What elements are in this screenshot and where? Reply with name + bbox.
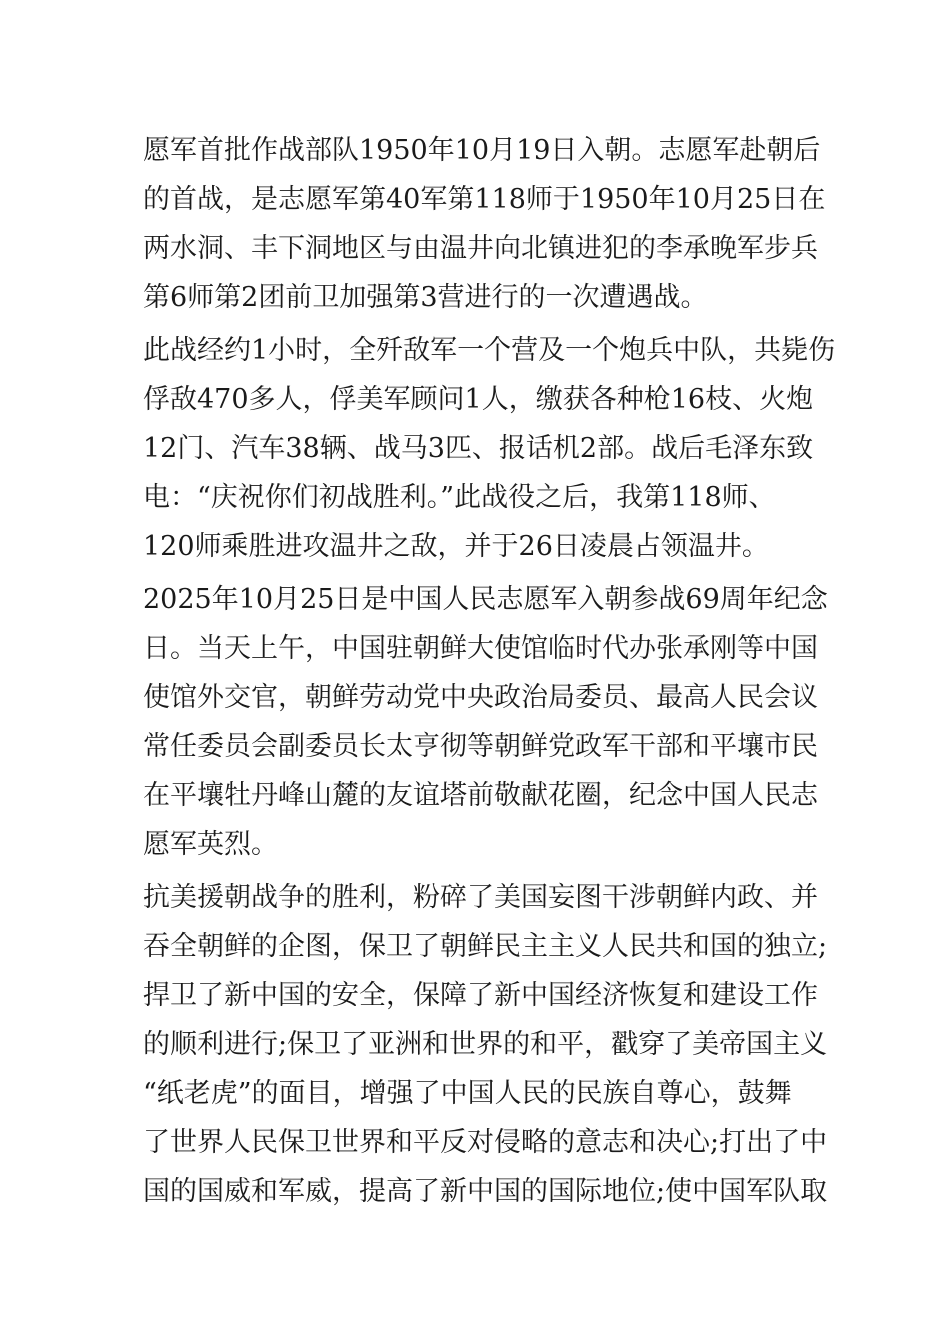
text-line: 2025年10月25日是中国人民志愿军入朝参战69周年纪念: [143, 584, 828, 615]
text-line: 两水洞、丰下洞地区与由温井向北镇进犯的李承晚军步兵: [143, 233, 818, 264]
text-line: 俘敌470多人，俘美军顾问1人，缴获各种枪16枝、火炮: [143, 384, 814, 415]
text-line: 电：“庆祝你们初战胜利。”此战役之后，我第118师、: [143, 482, 776, 513]
text-line: “纸老虎”的面目，增强了中国人民的民族自尊心，鼓舞: [143, 1078, 792, 1109]
text-line: 国的国威和军威，提高了新中国的国际地位;使中国军队取: [143, 1176, 828, 1207]
text-line: 120师乘胜进攻温井之敌，并于26日凌晨占领温井。: [143, 531, 769, 562]
text-line: 的首战，是志愿军第40军第118师于1950年10月25日在: [143, 184, 826, 215]
text-line: 捍卫了新中国的安全，保障了新中国经济恢复和建设工作: [143, 980, 818, 1011]
text-line: 12门、汽车38辆、战马3匹、报话机2部。战后毛泽东致: [143, 433, 814, 464]
text-line: 使馆外交官，朝鲜劳动党中央政治局委员、最高人民会议: [143, 682, 818, 713]
text-line: 第6师第2团前卫加强第3营进行的一次遭遇战。: [143, 282, 708, 313]
text-line: 愿军英烈。: [143, 829, 278, 860]
text-line: 此战经约1小时，全歼敌军一个营及一个炮兵中队，共毙伤: [143, 335, 836, 366]
text-line: 日。当天上午，中国驻朝鲜大使馆临时代办张承刚等中国: [143, 633, 818, 664]
text-line: 吞全朝鲜的企图，保卫了朝鲜民主主义人民共和国的独立;: [143, 931, 828, 962]
text-line: 了世界人民保卫世界和平反对侵略的意志和决心;打出了中: [143, 1127, 828, 1158]
text-line: 在平壤牡丹峰山麓的友谊塔前敬献花圈，纪念中国人民志: [143, 780, 818, 811]
text-line: 的顺利进行;保卫了亚洲和世界的和平，戳穿了美帝国主义: [143, 1029, 828, 1060]
text-line: 抗美援朝战争的胜利，粉碎了美国妄图干涉朝鲜内政、并: [143, 882, 818, 913]
text-line: 愿军首批作战部队1950年10月19日入朝。志愿军赴朝后: [143, 135, 821, 166]
text-line: 常任委员会副委员长太亨彻等朝鲜党政军干部和平壤市民: [143, 731, 818, 762]
